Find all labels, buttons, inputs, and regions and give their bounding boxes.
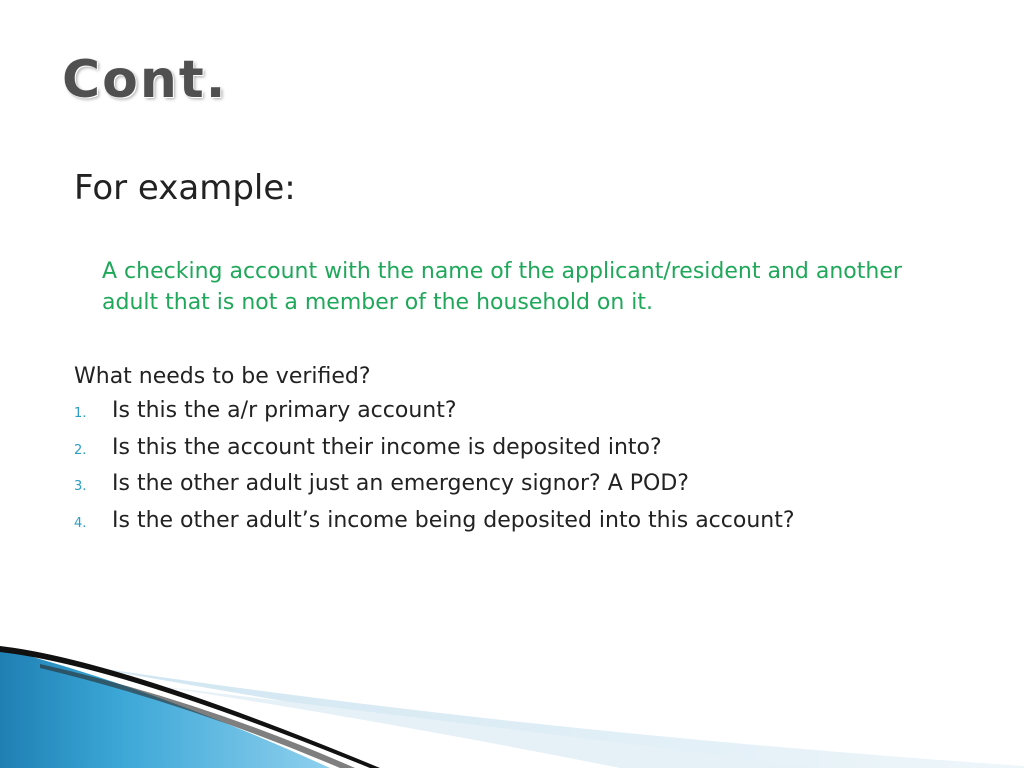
subtitle: For example: [74,168,296,208]
blue-band [0,648,330,768]
list-text: Is this the a/r primary account? [112,398,457,423]
list-item [74,506,974,543]
list-text: Is this the account their income is deposited into? [112,434,662,460]
list-number: 2. [74,442,87,458]
slide-title: Cont. [62,50,228,110]
example-text: A checking account with the name of the applicant/resident and another adult that is not a member of the household on it. [102,259,902,315]
blue-wave-decoration [0,630,1024,768]
list-item [74,396,974,433]
question-heading: What needs to be verified? [74,364,371,389]
list-text: Is the other adult’s income being deposited into this account? [112,507,795,533]
list-number: 1. [74,406,87,421]
list-number: 4. [74,515,87,531]
question-list [74,396,974,542]
list-item [74,433,974,470]
list-number: 3. [74,479,87,494]
list-item [74,469,974,506]
list-text: Is the other adult just an emergency signor? A POD? [112,471,689,496]
